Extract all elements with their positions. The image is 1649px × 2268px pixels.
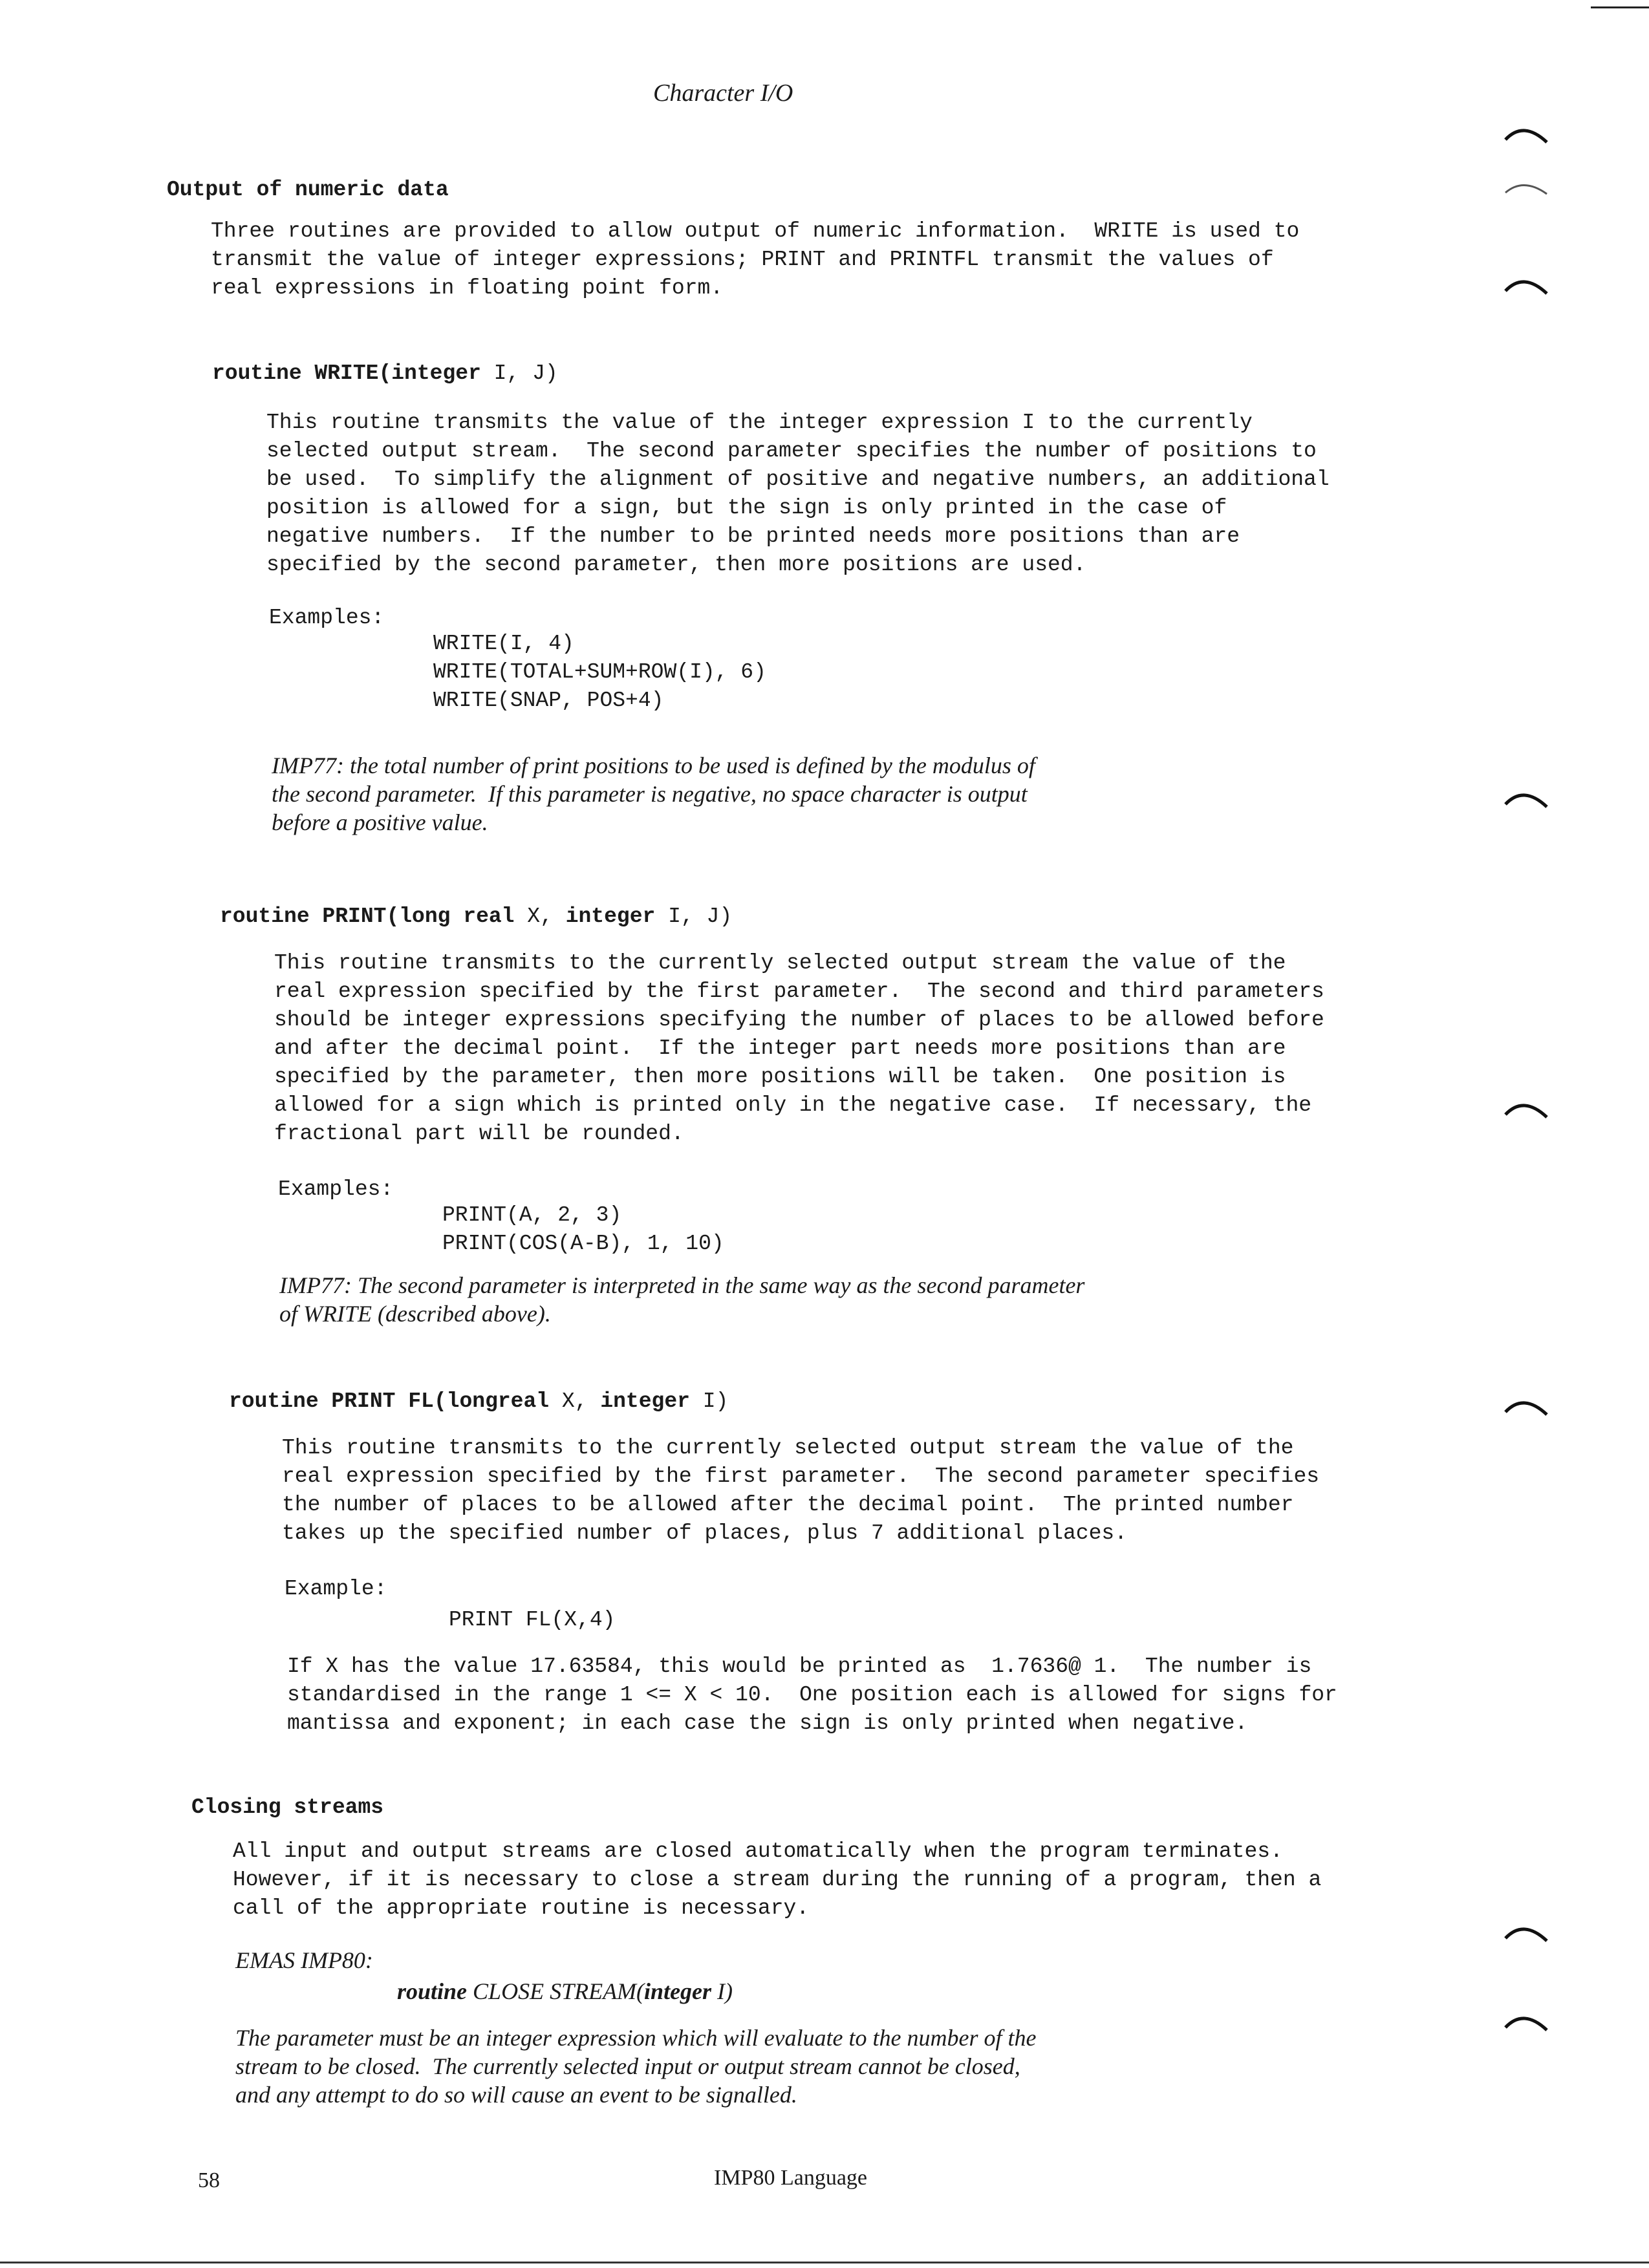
margin-arc-mark xyxy=(1504,272,1549,295)
text-line: the number of places to be allowed after the decimal point. The printed number xyxy=(282,1493,1294,1517)
text-line: allowed for a sign which is printed only in the negative case. If necessary, the xyxy=(274,1093,1312,1117)
closing-description xyxy=(233,1837,1321,1923)
sig-params: I) xyxy=(711,1978,733,2004)
text-line: be used. To simplify the alignment of positive and negative numbers, an additional xyxy=(266,467,1330,491)
text-line: specified by the parameter, then more positions will be taken. One position is xyxy=(274,1065,1286,1089)
text-line: transmit the value of integer expressions; PRINT and PRINTFL transmit the values of xyxy=(211,248,1274,272)
closing-note xyxy=(235,2024,1036,2109)
numeric-intro xyxy=(211,217,1299,303)
note-line: before a positive value. xyxy=(272,809,488,835)
code-line: WRITE(SNAP, POS+4) xyxy=(433,689,664,712)
print-description xyxy=(274,949,1324,1148)
margin-arc-mark xyxy=(1504,1393,1549,1416)
text-line: negative numbers. If the number to be printed needs more positions than are xyxy=(266,524,1240,548)
print-imp77-note xyxy=(279,1271,1084,1328)
printfl-explanation xyxy=(287,1653,1337,1738)
note-line: and any attempt to do so will cause an event to be signalled. xyxy=(235,2082,797,2108)
margin-arc-mark xyxy=(1504,1095,1549,1118)
note-line: The parameter must be an integer expression which will evaluate to the number of the xyxy=(235,2025,1037,2051)
code-line: PRINT(COS(A-B), 1, 10) xyxy=(442,1232,724,1256)
sig-type: integer xyxy=(565,904,656,928)
sig-type: long real xyxy=(399,904,515,928)
sig-params: I, J) xyxy=(655,904,733,928)
write-description xyxy=(266,409,1330,579)
text-line: real expressions in floating point form. xyxy=(211,276,724,300)
printfl-example-label: Example: xyxy=(285,1577,387,1601)
write-signature xyxy=(212,359,558,388)
sig-type: integer xyxy=(600,1389,690,1413)
sig-name: CLOSE STREAM( xyxy=(467,1978,645,2004)
write-imp77-note xyxy=(272,751,1035,837)
emas-label: EMAS IMP80: xyxy=(235,1947,373,1973)
text-line: real expression specified by the first parameter. The second and third parameters xyxy=(274,979,1324,1003)
note-line: IMP77: The second parameter is interpreted in the same way as the second parameter xyxy=(279,1272,1085,1298)
top-edge-line xyxy=(1591,6,1649,8)
printfl-signature xyxy=(229,1387,728,1416)
text-line: fractional part will be rounded. xyxy=(274,1122,684,1146)
sig-type: integer xyxy=(644,1978,712,2004)
text-line: specified by the second parameter, then more positions are used. xyxy=(266,553,1086,577)
printfl-description xyxy=(282,1434,1319,1548)
margin-arc-mark xyxy=(1504,1919,1549,1942)
sig-keyword: routine PRINT( xyxy=(220,904,400,928)
print-examples-label: Examples: xyxy=(278,1177,394,1201)
text-line: real expression specified by the first parameter. The second parameter specifies xyxy=(282,1464,1320,1488)
text-line: Three routines are provided to allow output of numeric information. WRITE is used to xyxy=(211,219,1300,243)
margin-arc-mark xyxy=(1504,2008,1549,2031)
margin-arc-mark xyxy=(1504,175,1549,198)
text-line: This routine transmits the value of the integer expression I to the currently xyxy=(266,411,1253,434)
text-line: However, if it is necessary to close a stream during the running of a program, then a xyxy=(233,1868,1322,1892)
sig-params: I, J) xyxy=(480,361,558,385)
note-line: of WRITE (described above). xyxy=(279,1301,551,1327)
text-line: This routine transmits to the currently selected output stream the value of the xyxy=(274,951,1286,975)
sig-keyword: routine xyxy=(397,1978,468,2004)
code-line: WRITE(I, 4) xyxy=(433,632,574,656)
text-line: and after the decimal point. If the integer part needs more positions than are xyxy=(274,1036,1286,1060)
sig-type: integer xyxy=(391,361,481,385)
text-line: takes up the specified number of places, plus 7 additional places. xyxy=(282,1521,1128,1545)
sig-params: I) xyxy=(689,1389,729,1413)
note-line: IMP77: the total number of print positions to be used is defined by the modulus of xyxy=(272,753,1035,778)
text-line: If X has the value 17.63584, this would be printed as 1.7636@ 1. The number is xyxy=(287,1654,1312,1678)
text-line: standardised in the range 1 <= X < 10. One position each is allowed for signs for xyxy=(287,1683,1337,1707)
sig-param: X, xyxy=(549,1389,601,1413)
sig-param: X, xyxy=(514,904,566,928)
sig-type: longreal xyxy=(446,1389,550,1413)
code-line: WRITE(TOTAL+SUM+ROW(I), 6) xyxy=(433,660,766,684)
bottom-edge-line xyxy=(0,2262,1649,2263)
write-examples xyxy=(433,630,766,715)
printfl-example-code: PRINT FL(X,4) xyxy=(449,1608,616,1632)
note-line: the second parameter. If this parameter is negative, no space character is output xyxy=(272,781,1028,807)
close-stream-signature xyxy=(397,1977,733,2006)
text-line: position is allowed for a sign, but the sign is only printed in the case of xyxy=(266,496,1227,520)
code-line: PRINT(A, 2, 3) xyxy=(442,1203,622,1227)
sig-keyword: routine PRINT FL( xyxy=(229,1389,447,1413)
text-line: This routine transmits to the currently selected output stream the value of the xyxy=(282,1436,1294,1460)
running-header: Character I/O xyxy=(653,80,793,107)
footer-title: IMP80 Language xyxy=(714,2166,868,2190)
section-heading-numeric: Output of numeric data xyxy=(167,178,449,202)
text-line: should be integer expressions specifying the number of places to be allowed before xyxy=(274,1008,1324,1032)
sig-keyword: routine WRITE( xyxy=(212,361,392,385)
text-line: selected output stream. The second parameter specifies the number of positions to xyxy=(266,439,1317,463)
text-line: All input and output streams are closed automatically when the program terminates. xyxy=(233,1839,1283,1863)
margin-arc-mark xyxy=(1504,120,1549,144)
text-line: call of the appropriate routine is necessary. xyxy=(233,1896,810,1920)
text-line: mantissa and exponent; in each case the sign is only printed when negative. xyxy=(287,1711,1248,1735)
margin-arc-mark xyxy=(1504,785,1549,808)
write-examples-label: Examples: xyxy=(269,606,385,630)
section-heading-closing: Closing streams xyxy=(191,1795,384,1819)
note-line: stream to be closed. The currently selected input or output stream cannot be closed, xyxy=(235,2053,1020,2079)
print-signature xyxy=(220,903,732,931)
page-number: 58 xyxy=(198,2168,220,2192)
print-examples xyxy=(442,1201,724,1258)
